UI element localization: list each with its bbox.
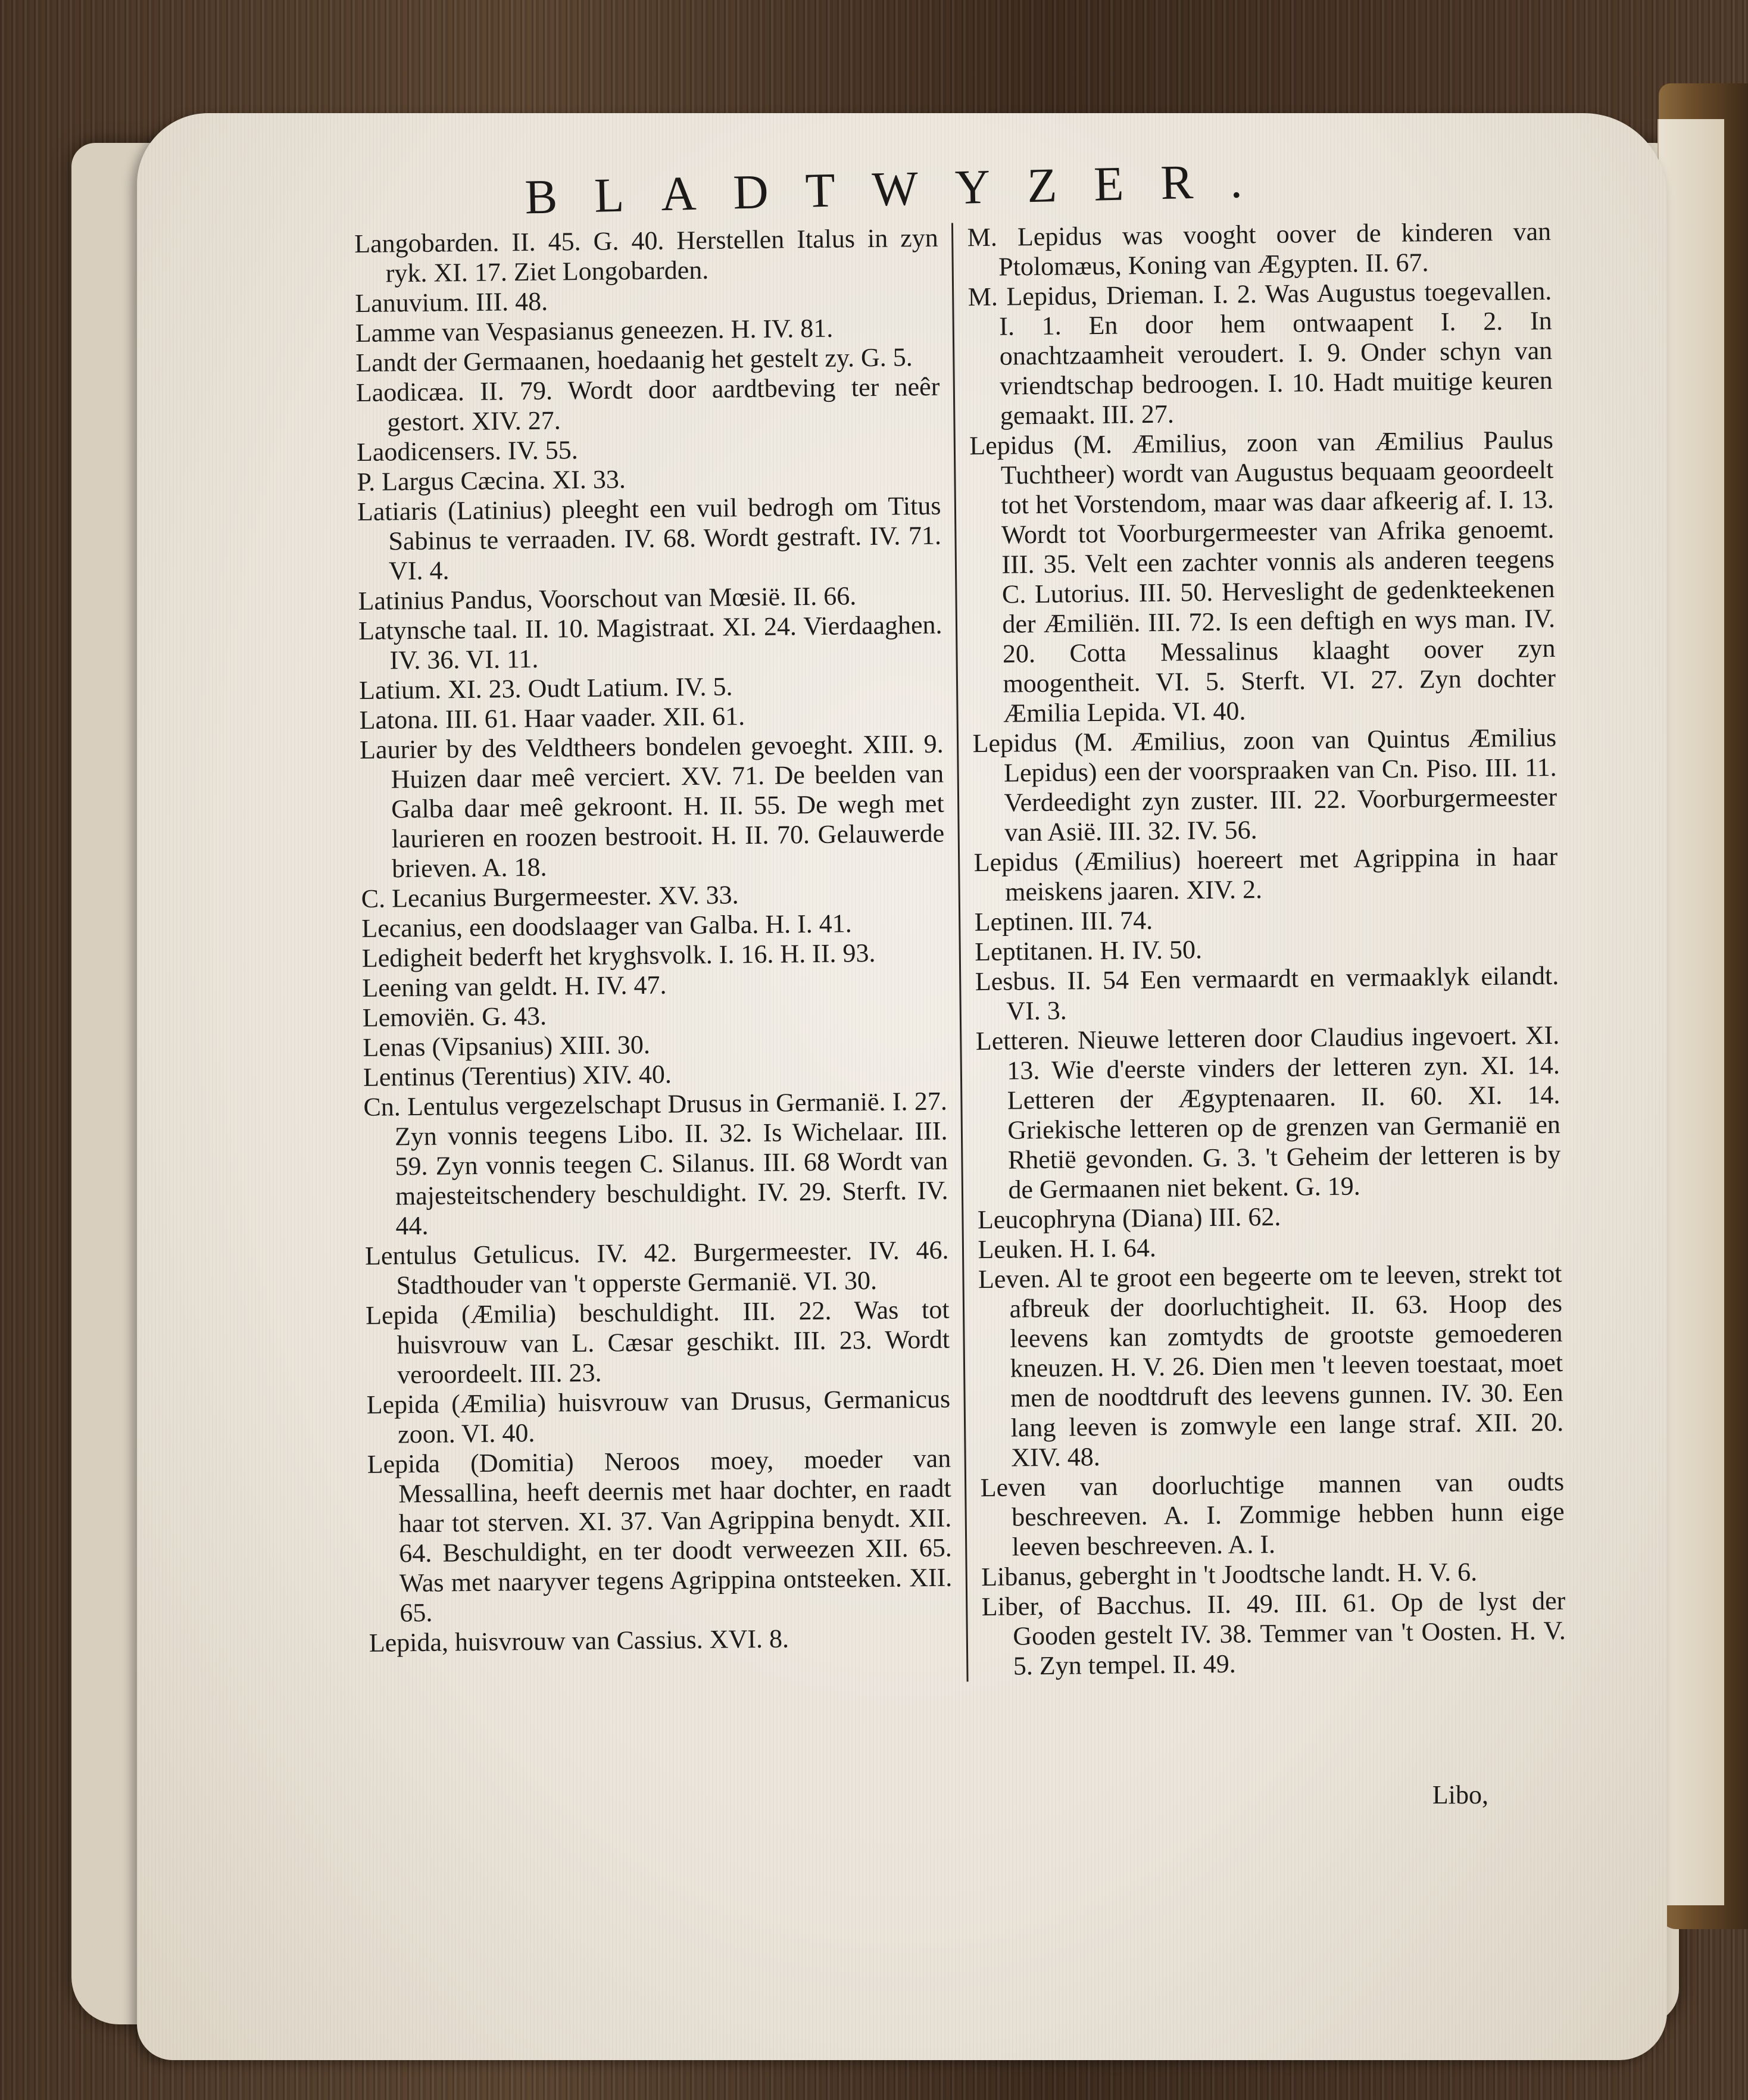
index-entry: Langobarden. II. 45. G. 40. Herstellen Italus in zyn ryk. XI. 17. Ziet Longobarden.: [354, 223, 938, 288]
index-entry: Lepida (Domitia) Neroos moey, moeder van Messallina, heeft deernis met haar dochter, en raadt haar tot sterven. XI. 37. Van Agrippina benydt. XII. 64. Beschuldight, en ter doodt verweezen XII. 65. Was met naaryver tegens Agrippina ontsteeken. XII. 65.: [367, 1443, 953, 1628]
running-head: BLADTWYZER.: [524, 152, 1280, 224]
index-entry: Lepida (Æmilia) huisvrouw van Drusus, Germanicus zoon. VI. 40.: [366, 1384, 951, 1449]
index-entry: Lepidus (M. Æmilius, zoon van Quintus Æmilius Lepidus) een der voorspraaken van Cn. Piso. III. 11. Verdeedight zyn zuster. III. 22. Voorburgermeester van Asië. III. 32. IV. 56.: [972, 722, 1557, 847]
index-entry: Lentulus Getulicus. IV. 42. Burgermeester. IV. 46. Stadthouder van 't opperste Germanië. VI. 30.: [364, 1235, 949, 1300]
index-entry: Lenas (Vipsanius) XIII. 30.: [363, 1029, 651, 1062]
index-entry: Laodicæa. II. 79. Wordt door aardtbeving ter neêr gestort. XIV. 27.: [355, 372, 940, 437]
index-entry: Leptinen. III. 74.: [974, 906, 1153, 937]
catchword: Libo,: [1432, 1780, 1488, 1809]
index-entry: Latona. III. 61. Haar vaader. XII. 61.: [359, 701, 745, 735]
index-entry: P. Largus Cæcina. XI. 33.: [357, 464, 626, 497]
index-entry: Latinius Pandus, Voorschout van Mœsië. II. 66.: [358, 581, 857, 616]
index-entry: Lentinus (Terentius) XIV. 40.: [363, 1059, 672, 1092]
index-entry: M. Lepidus was vooght oover de kinderen van Ptolomæus, Koning van Ægypten. II. 67.: [967, 216, 1552, 282]
index-entry: Leuken. H. I. 64.: [978, 1232, 1157, 1265]
index-entry: Lepidus (Æmilius) hoereert met Agrippina in haar meiskens jaaren. XIV. 2.: [973, 841, 1558, 907]
index-entry: Cn. Lentulus vergezelschapt Drusus in Germanië. I. 27. Zyn vonnis teegens Libo. II. 32. Is Wichelaar. III. 59. Zyn vonnis teegen C. Silanus. III. 68 Wordt van majesteitschendery beschuldight. IV. 29. Sterft. IV. 44.: [363, 1086, 948, 1241]
index-entry: Latium. XI. 23. Oudt Latium. IV. 5.: [358, 672, 733, 705]
index-entry: Lamme van Vespasianus geneezen. H. IV. 81.: [355, 313, 834, 348]
right-column: [951, 217, 1566, 1681]
index-entry: Lanuvium. III. 48.: [355, 286, 548, 318]
index-entry: M. Lepidus, Drieman. I. 2. Was Augustus toegevallen. I. 1. En door hem ontwaapent I. 2. In onachtzaamheit veroudert. I. 9. Onder schyn van vriendtschap bedroogen. I. 10. Hadt muitige keuren gemaakt. III. 27.: [967, 276, 1553, 430]
index-entry: Letteren. Nieuwe letteren door Claudius ingevoert. XI. 13. Wie d'eerste vinders der letteren zyn. XI. 14. Letteren der Ægyptenaaren. II. 60. XI. 14. Griekische letteren op de grenzen van Germanië en Rhetië gevonden. G. 3. 't Geheim der letteren is by de Germaanen niet bekent. G. 19.: [975, 1020, 1561, 1205]
book-page: [137, 113, 1667, 2060]
index-entry: Laurier by des Veldtheers bondelen gevoeght. XIII. 9. Huizen daar meê verciert. XV. 71. De beelden van Galba daar meê gekroont. H. II. 55. De wegh met laurieren en roozen bestrooit. H. II. 70. Gelauwerde brieven. A. 18.: [359, 729, 945, 884]
index-entry: Leening van geldt. H. IV. 47.: [362, 970, 667, 1003]
index-entry: Leven van doorluchtige mannen van oudts beschreeven. A. I. Zommige hebben hunn eige leeven beschreeven. A. I.: [980, 1466, 1565, 1562]
index-entry: Liber, of Bacchus. II. 49. III. 61. Op de lyst der Gooden gestelt IV. 38. Temmer van 't Oosten. H. V. 5. Zyn tempel. II. 49.: [981, 1586, 1566, 1681]
index-entry: Ledigheit bederft het kryghsvolk. I. 16. H. II. 93.: [361, 938, 876, 973]
index-entry: Laodicensers. IV. 55.: [356, 435, 579, 467]
index-entry: Lecanius, een doodslaager van Galba. H. I. 41.: [361, 909, 852, 943]
index-entry: Lemoviën. G. 43.: [362, 1001, 547, 1032]
index-entry: Latynsche taal. II. 10. Magistraat. XI. 24. Vierdaaghen. IV. 36. VI. 11.: [358, 610, 942, 675]
index-entry: Libanus, geberght in 't Joodtsche landt. H. V. 6.: [981, 1557, 1478, 1592]
index-entry: Lesbus. II. 54 Een vermaardt en vermaaklyk eilandt. VI. 3.: [975, 960, 1559, 1026]
facing-page-edge: [1658, 119, 1724, 1905]
index-entry: Landt der Germaanen, hoedaanig het gestelt zy. G. 5.: [355, 342, 913, 377]
index-columns: [354, 217, 1566, 1688]
index-entry: Leucophryna (Diana) III. 62.: [977, 1202, 1281, 1235]
left-column: [354, 223, 966, 1688]
index-entry: Leven. Al te groot een begeerte om te leeven, strekt tot afbreuk der doorluchtigheit. II. 63. Hoop des leevens kan zomtydts de grootste gemoederen kneuzen. H. V. 26. Dien men 't leeven toestaat, moet men de noodtdruft des leevens gunnen. IV. 30. Een lang leeven is zomwyle een lange straf. XII. 20. XIV. 48.: [978, 1258, 1564, 1472]
index-entry: Leptitanen. H. IV. 50.: [975, 935, 1203, 967]
index-entry: C. Lecanius Burgermeester. XV. 33.: [361, 880, 739, 913]
index-entry: Lepida (Æmilia) beschuldight. III. 22. Was tot huisvrouw van L. Cæsar geschikt. III. 23. Wordt veroordeelt. III. 23.: [365, 1294, 950, 1390]
index-entry: Latiaris (Latinius) pleeght een vuil bedrogh om Titus Sabinus te verraaden. IV. 68. Wordt gestraft. IV. 71. VI. 4.: [357, 491, 942, 586]
index-entry: Lepida, huisvrouw van Cassius. XVI. 8.: [369, 1624, 789, 1658]
index-entry: Lepidus (M. Æmilius, zoon van Æmilius Paulus Tuchtheer) wordt van Augustus bequaam geoordeelt tot het Vorstendom, maar was daar afkeerig af. I. 13. Wordt tot Voorburgermeester van Afrika genoemt. III. 35. Velt een zachter vonnis als anderen teegens C. Lutorius. III. 50. Herveslight de gedenkteekenen der Æmiliën. III. 72. Is een deftigh en wys man. IV. 20. Cotta Messalinus klaaght oover zyn moogentheit. VI. 5. Sterft. VI. 27. Zyn dochter Æmilia Lepida. VI. 40.: [969, 425, 1556, 728]
